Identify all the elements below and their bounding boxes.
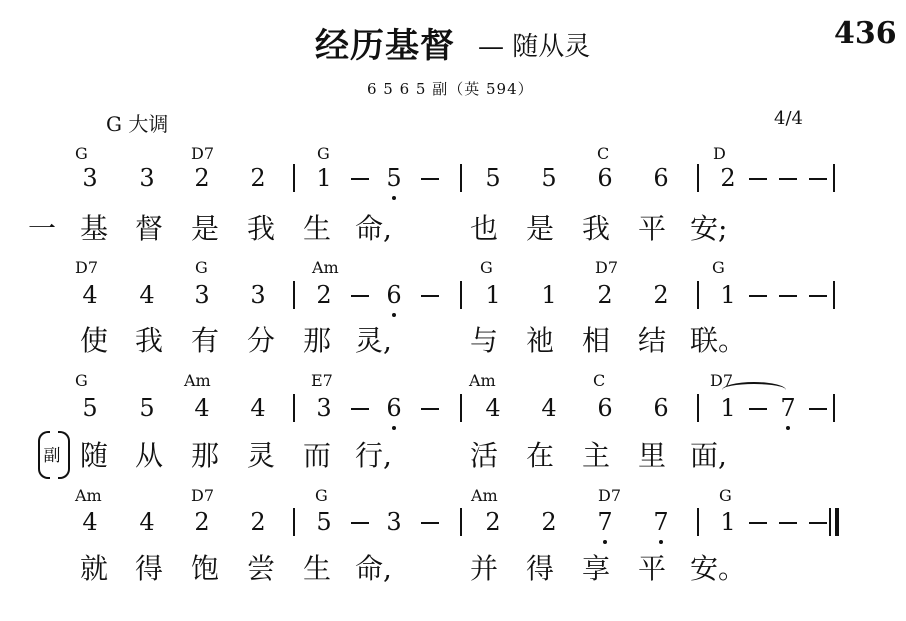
barline: [697, 164, 699, 192]
lyric-char: 安。: [690, 552, 747, 585]
note: 4: [194, 394, 210, 422]
note: 1: [541, 281, 557, 309]
note: 6: [597, 394, 613, 422]
note: 6: [597, 164, 613, 192]
dash-extension: [779, 178, 797, 180]
note: 5: [82, 394, 98, 422]
barline: [460, 281, 462, 309]
dash-extension: [351, 178, 369, 180]
chord-symbol: G: [719, 486, 732, 505]
barline: [697, 281, 699, 309]
dash-extension: [421, 295, 439, 297]
octave-dot: [659, 540, 663, 544]
refrain-bracket-right: [58, 431, 70, 479]
dash-extension: [749, 408, 767, 410]
note: 6: [382, 396, 406, 420]
note: 3: [194, 281, 210, 309]
chord-symbol: Am: [469, 371, 496, 390]
barline: [293, 394, 295, 422]
lyric-char: 督: [134, 212, 163, 245]
lyric-char: 与: [469, 324, 498, 357]
note: 2: [653, 281, 669, 309]
note: 1: [720, 394, 736, 422]
barline: [697, 508, 699, 536]
chord-symbol: D7: [710, 371, 734, 390]
lyric-char: 我: [581, 212, 610, 245]
chord-symbol: C: [597, 144, 610, 163]
lyric-char: 也: [469, 212, 498, 245]
lyric-char: 生: [302, 212, 331, 245]
note: 2: [194, 508, 210, 536]
lyric-char: 一: [27, 212, 56, 245]
lyric-char: 祂: [525, 324, 554, 357]
lyric-char: 而: [302, 439, 331, 472]
chord-symbol: G: [315, 486, 328, 505]
note: 5: [139, 394, 155, 422]
note: 4: [250, 394, 266, 422]
chord-symbol: Am: [184, 371, 211, 390]
chord-symbol: D7: [595, 258, 619, 277]
barline: [460, 394, 462, 422]
chord-symbol: Am: [75, 486, 102, 505]
note: 1: [316, 164, 332, 192]
lyric-char: 平: [637, 212, 666, 245]
note: 2: [194, 164, 210, 192]
dash-extension: [421, 408, 439, 410]
lyric-char: 基: [79, 212, 108, 245]
lyric-char: 里: [637, 439, 666, 472]
note: 7: [593, 510, 617, 534]
barline: [293, 508, 295, 536]
hymn-subtitle: — 随从灵: [478, 32, 591, 62]
dash-extension: [351, 522, 369, 524]
lyric-char: 是: [525, 212, 554, 245]
lyric-char: 联。: [690, 324, 747, 357]
dash-extension: [809, 408, 827, 410]
chord-symbol: G: [480, 258, 493, 277]
lyric-char: 那: [190, 439, 219, 472]
note: 5: [485, 164, 501, 192]
note: 4: [139, 508, 155, 536]
chord-symbol: G: [75, 371, 88, 390]
octave-dot: [603, 540, 607, 544]
lyric-char: 安;: [690, 212, 728, 245]
note: 5: [316, 508, 332, 536]
lyric-char: 灵,: [355, 324, 392, 357]
octave-dot: [392, 196, 396, 200]
lyric-char: 从: [134, 439, 163, 472]
chord-symbol: D7: [75, 258, 99, 277]
key-signature: G 大调: [106, 112, 169, 136]
refrain-tag: 副: [43, 446, 61, 466]
chord-symbol: E7: [311, 371, 333, 390]
lyric-char: 得: [134, 552, 163, 585]
note: 5: [541, 164, 557, 192]
dash-extension: [749, 522, 767, 524]
dash-extension: [809, 522, 827, 524]
lyric-char: 灵: [246, 439, 275, 472]
meter-info: 6 5 6 5 副（英 594）: [367, 80, 534, 98]
note: 4: [139, 281, 155, 309]
dash-extension: [421, 522, 439, 524]
final-barline-thick: [835, 508, 839, 536]
octave-dot: [392, 313, 396, 317]
chord-symbol: D7: [191, 144, 215, 163]
lyric-char: 是: [190, 212, 219, 245]
dash-extension: [809, 178, 827, 180]
note: 3: [250, 281, 266, 309]
barline: [697, 394, 699, 422]
chord-symbol: D7: [598, 486, 622, 505]
lyric-char: 主: [581, 439, 610, 472]
note: 4: [82, 281, 98, 309]
barline: [833, 394, 835, 422]
lyric-char: 并: [469, 552, 498, 585]
barline: [293, 281, 295, 309]
lyric-char: 生: [302, 552, 331, 585]
dash-extension: [779, 295, 797, 297]
lyric-char: 面,: [690, 439, 727, 472]
note: 7: [649, 510, 673, 534]
hymn-title: 经历基督: [315, 26, 455, 66]
chord-symbol: G: [317, 144, 330, 163]
dash-extension: [351, 295, 369, 297]
dash-extension: [351, 408, 369, 410]
note: 2: [597, 281, 613, 309]
note: 2: [485, 508, 501, 536]
chord-symbol: Am: [312, 258, 339, 277]
chord-symbol: D: [713, 144, 726, 163]
barline: [293, 164, 295, 192]
dash-extension: [809, 295, 827, 297]
barline: [833, 281, 835, 309]
chord-symbol: G: [75, 144, 88, 163]
lyric-char: 平: [637, 552, 666, 585]
lyric-char: 相: [581, 324, 610, 357]
chord-symbol: Am: [471, 486, 498, 505]
lyric-char: 命,: [355, 212, 392, 245]
lyric-char: 饱: [190, 552, 219, 585]
note: 2: [720, 164, 736, 192]
note: 2: [316, 281, 332, 309]
note: 2: [250, 508, 266, 536]
lyric-char: 有: [190, 324, 219, 357]
note: 1: [720, 281, 736, 309]
time-signature: 4/4: [774, 108, 803, 129]
lyric-char: 使: [79, 324, 108, 357]
lyric-char: 就: [79, 552, 108, 585]
note: 1: [720, 508, 736, 536]
lyric-char: 我: [246, 212, 275, 245]
chord-symbol: G: [195, 258, 208, 277]
lyric-char: 在: [525, 439, 554, 472]
hymn-number: 436: [834, 16, 897, 51]
lyric-char: 活: [469, 439, 498, 472]
barline: [833, 164, 835, 192]
lyric-char: 分: [246, 324, 275, 357]
chord-symbol: D7: [191, 486, 215, 505]
lyric-char: 命,: [355, 552, 392, 585]
note: 7: [776, 396, 800, 420]
chord-symbol: G: [712, 258, 725, 277]
chord-symbol: C: [593, 371, 606, 390]
note: 4: [82, 508, 98, 536]
lyric-char: 那: [302, 324, 331, 357]
lyric-char: 享: [581, 552, 610, 585]
note: 4: [541, 394, 557, 422]
lyric-char: 随: [79, 439, 108, 472]
dash-extension: [749, 295, 767, 297]
barline: [460, 508, 462, 536]
lyric-char: 得: [525, 552, 554, 585]
note: 6: [382, 283, 406, 307]
lyric-char: 尝: [246, 552, 275, 585]
note: 5: [382, 166, 406, 190]
lyric-char: 结: [637, 324, 666, 357]
slur: [722, 382, 786, 398]
note: 2: [250, 164, 266, 192]
note: 3: [316, 394, 332, 422]
note: 4: [485, 394, 501, 422]
octave-dot: [786, 426, 790, 430]
note: 6: [653, 164, 669, 192]
final-barline-thin: [829, 508, 831, 536]
note: 3: [386, 508, 402, 536]
dash-extension: [779, 522, 797, 524]
lyric-char: 行,: [355, 439, 392, 472]
lyric-char: 我: [134, 324, 163, 357]
barline: [460, 164, 462, 192]
dash-extension: [749, 178, 767, 180]
note: 6: [653, 394, 669, 422]
note: 2: [541, 508, 557, 536]
note: 3: [139, 164, 155, 192]
octave-dot: [392, 426, 396, 430]
note: 3: [82, 164, 98, 192]
note: 1: [485, 281, 501, 309]
dash-extension: [421, 178, 439, 180]
